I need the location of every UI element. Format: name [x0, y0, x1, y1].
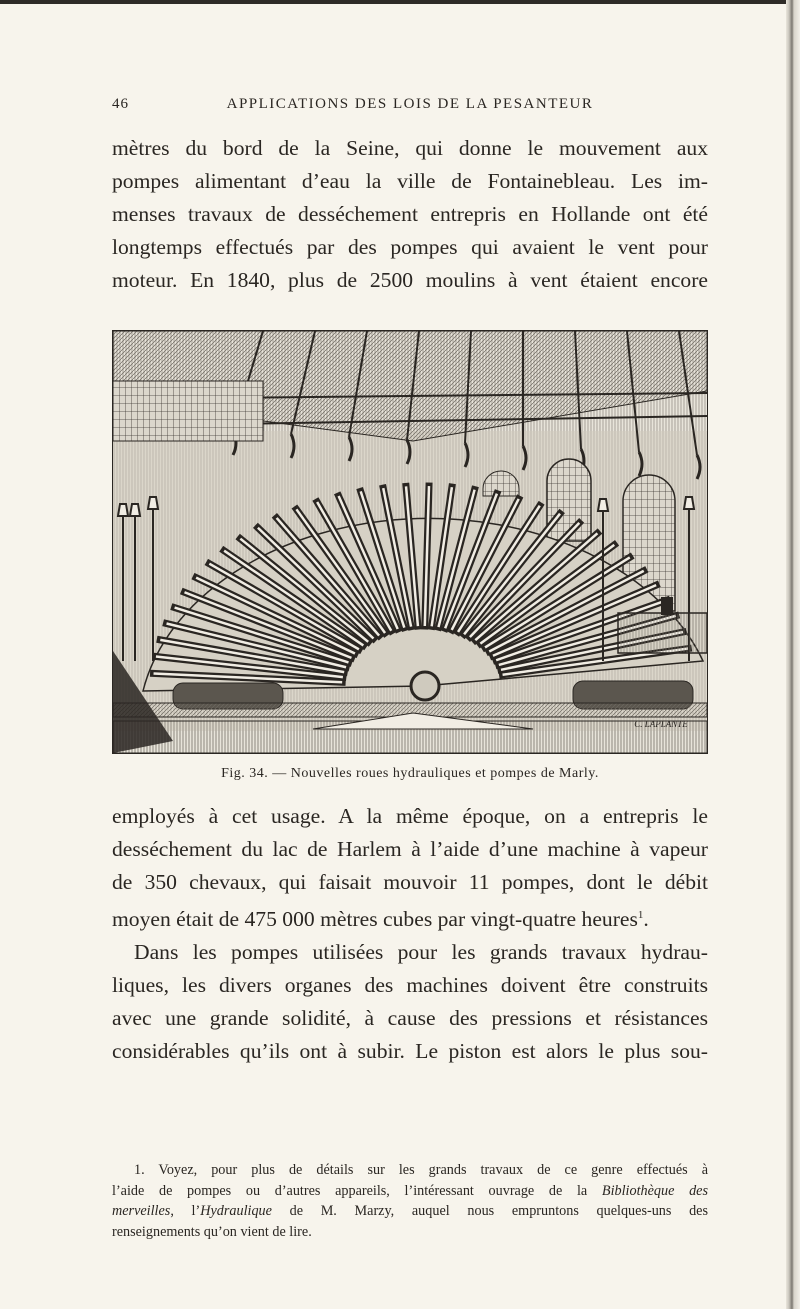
- text-line-content: moyen était de 475 000 mètres cubes par vingt-quatre heures: [112, 907, 638, 932]
- text-line: desséchement du lac de Harlem à l’aide d’une machine à vapeur: [112, 837, 708, 861]
- engraving-illustration: [113, 331, 707, 753]
- text-line: avec une grande solidité, à cause des pressions et résistances: [112, 1006, 708, 1031]
- footnote: [112, 1160, 708, 1242]
- series-title: Bibliothèque des: [601, 1182, 708, 1199]
- engraver-signature: C. LAPLANTE: [634, 719, 688, 729]
- text-line: mètres du bord de la Seine, qui donne le mouvement aux: [112, 136, 708, 160]
- text-line: menses travaux de desséchement entrepris en Hollande ont été: [112, 202, 708, 226]
- text-line: employés à cet usage. A la même époque, on a entrepris le: [112, 804, 708, 828]
- footnote-reference: 1: [637, 909, 644, 921]
- footnote-line: renseignements qu’on vient de lire.: [112, 1223, 312, 1240]
- text-line: considérables qu’ils ont à subir. Le piston est alors le plus sou-: [112, 1039, 708, 1064]
- text-line: moteur. En 1840, plus de 2500 moulins à vent étaient encore: [112, 268, 708, 292]
- footnote-line: 1. Voyez, pour plus de détails sur les grands travaux de ce genre effectués à: [134, 1162, 708, 1178]
- text-line: moyen était de 475 000 mètres cubes par vingt-quatre heures$^1$.: [112, 907, 649, 932]
- page-number: 46: [112, 96, 129, 112]
- book-title: Hydraulique: [200, 1203, 272, 1219]
- running-head: APPLICATIONS DES LOIS DE LA PESANTEUR: [226, 96, 594, 112]
- text-line: de 350 chevaux, qui faisait mouvoir 11 pompes, dont le débit: [112, 870, 708, 894]
- series-title-cont: merveilles: [112, 1203, 171, 1219]
- figure-caption: Fig. 34. — Nouvelles roues hydrauliques et pompes de Marly.: [221, 766, 599, 781]
- text-line: liques, les divers organes des machines doivent être construits: [112, 973, 708, 998]
- page-edge: [786, 0, 800, 1309]
- figure-engraving: [112, 330, 708, 754]
- footnote-line: [112, 1181, 708, 1202]
- paragraph-2: [112, 800, 708, 1068]
- page-header: [112, 96, 708, 118]
- text-line: pompes alimentant d’eau la ville de Fontainebleau. Les im-: [112, 169, 708, 193]
- top-rule: [0, 0, 800, 4]
- paragraph-1: [112, 132, 708, 297]
- footnote-line: merveilles, l’Hydraulique de M. Marzy, auquel nous empruntons quelques-uns des: [112, 1203, 709, 1219]
- footnote-line-text: l’aide de pompes ou d’autres appareils, l’intéressant ouvrage de la: [112, 1182, 588, 1199]
- text-line: longtemps effectués par des pompes qui avaient le vent pour: [112, 235, 708, 259]
- text-line: Dans les pompes utilisées pour les grands travaux hydrau-: [134, 940, 708, 965]
- footnote-line-text: de M. Marzy, auquel nous empruntons quelques-uns des: [271, 1203, 709, 1219]
